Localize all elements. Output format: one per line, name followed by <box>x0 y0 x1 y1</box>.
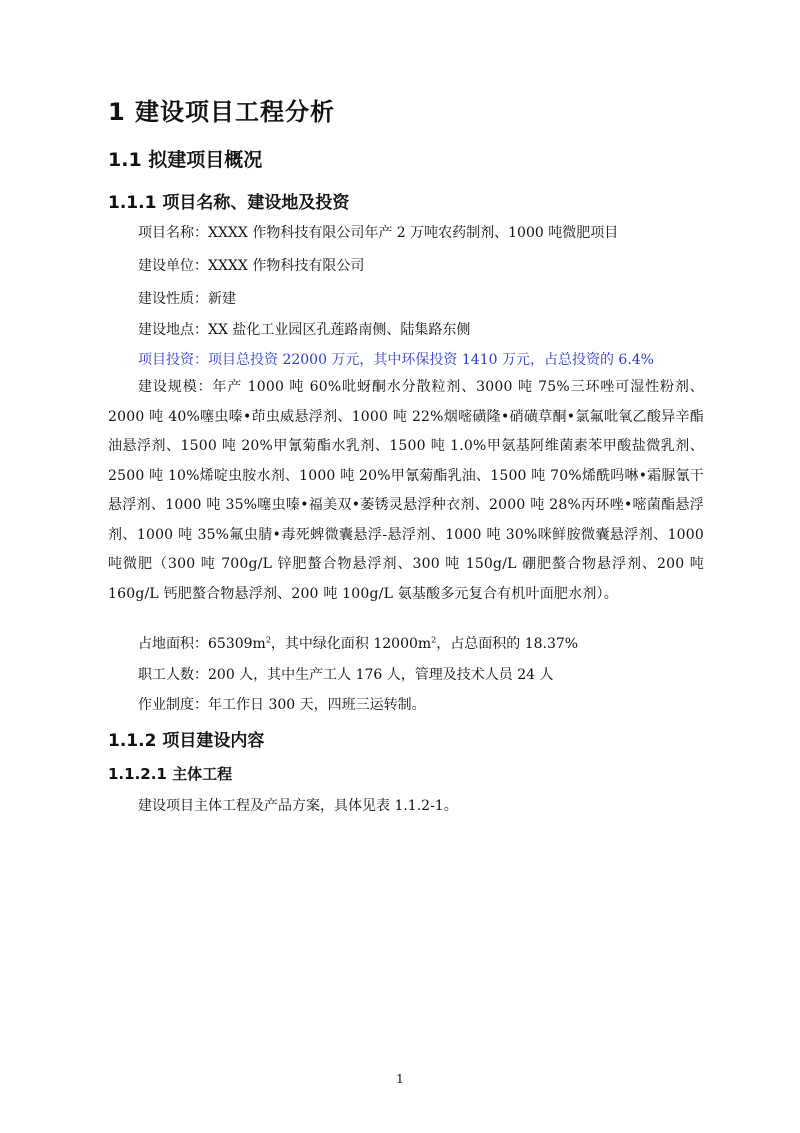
schedule-line: 作业制度：年工作日 300 天，四班三运转制。 <box>138 697 426 713</box>
project-name-line: 项目名称：XXXX 作物科技有限公司年产 2 万吨农药制剂、1000 吨微肥项目 <box>138 225 619 241</box>
page-number: 1 <box>396 1072 404 1086</box>
area-prefix: 占地面积：65309m <box>138 636 266 652</box>
scale-paragraph: 建设规模：年产 1000 吨 60%吡蚜酮水分散粒剂、3000 吨 75%三环唑可湿性粉剂、2000 吨 40%噻虫嗪•茚虫威悬浮剂、1000 吨 22%烟嘧磺隆•硝磺草酮•氯氟吡氧乙酸异辛酯油悬浮剂、1500 吨 20%甲氰菊酯水乳剂、1500 吨 1.0%甲氨基阿维菌素苯甲酸盐微乳剂、2500 吨 10%烯啶虫胺水剂、1000 吨 20%甲氰菊酯乳油、1500 吨 70%烯酰吗啉•霜脲氰干悬浮剂、1000 吨 35%噻虫嗪•福美双•萎锈灵悬浮种衣剂、2000 吨 28%丙环唑•嘧菌酯悬浮剂、1000 吨 35%氟虫腈•毒死蜱微囊悬浮-悬浮剂、1000 吨 30%咪鲜胺微囊悬浮剂、1000 吨微肥（300 吨 700g/L 锌肥螯合物悬浮剂、300 吨 150g/L 硼肥螯合物悬浮剂、200 吨 160g/L 钙肥螯合物悬浮剂、200 吨 100g/L 氨基酸多元复合有机叶面肥水剂）。 <box>108 379 704 602</box>
area-sup-1: 2 <box>265 635 271 645</box>
subsubsection-heading-1-1-2-1: 1.1.2.1 主体工程 <box>108 765 233 783</box>
subsection-heading-1-1-1: 1.1.1 项目名称、建设地及投资 <box>108 193 350 213</box>
area-mid: ，其中绿化面积 12000m <box>270 636 432 652</box>
builder-line: 建设单位：XXXX 作物科技有限公司 <box>138 258 365 274</box>
area-suffix: ，占总面积的 18.37% <box>436 636 579 652</box>
subsection-heading-1-1-2: 1.1.2 项目建设内容 <box>108 731 265 751</box>
main-works-text: 建设项目主体工程及产品方案，具体见表 1.1.2-1。 <box>138 798 458 814</box>
chapter-heading: 1 建设项目工程分析 <box>108 98 336 126</box>
area-line <box>138 633 578 653</box>
section-heading: 1.1 拟建项目概况 <box>108 149 263 171</box>
workers-line: 职工人数：200 人，其中生产工人 176 人，管理及技术人员 24 人 <box>138 667 554 683</box>
area-sup-2: 2 <box>431 635 437 645</box>
location-line: 建设地点：XX 盐化工业园区孔莲路南侧、陆集路东侧 <box>138 322 471 338</box>
nature-line: 建设性质：新建 <box>138 291 236 307</box>
investment-line: 项目投资：项目总投资 22000 万元，其中环保投资 1410 万元，占总投资的 6.4% <box>138 352 654 368</box>
